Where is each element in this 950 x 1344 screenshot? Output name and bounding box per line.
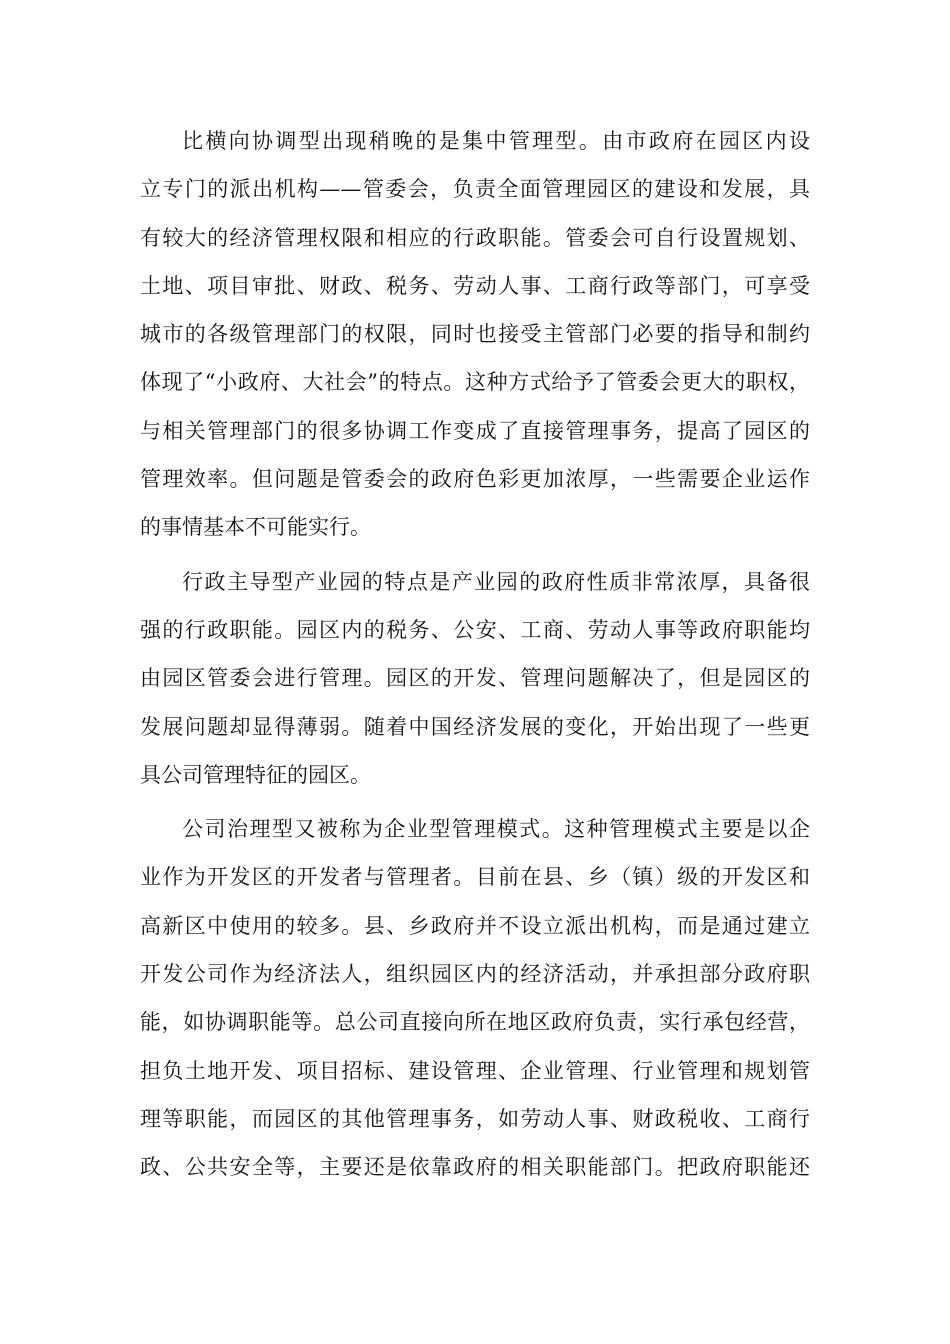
text-line: 发展问题却显得薄弱。随着中国经济发展的变化，开始出现了一些更 (140, 714, 810, 739)
text-line: 管理效率。但问题是管委会的政府色彩更加浓厚，一些需要企业运作 (140, 467, 810, 492)
text-line: 公司治理型又被称为企业型管理模式。这种管理模式主要是以企 (182, 817, 810, 842)
text-line: 立专门的派出机构——管委会，负责全面管理园区的建设和发展，具 (140, 177, 810, 202)
paragraph-corporate-governance (140, 805, 810, 1191)
text-line: 体现了“小政府、大社会”的特点。这种方式给予了管委会更大的职权， (140, 370, 810, 395)
text-line: 强的行政职能。园区内的税务、公安、工商、劳动人事等政府职能均 (140, 617, 810, 642)
text-line: 有较大的经济管理权限和相应的行政职能。管委会可自行设置规划、 (140, 225, 810, 250)
text-line: 政、公共安全等，主要还是依靠政府的相关职能部门。把政府职能还 (140, 1155, 810, 1180)
text-line: 能，如协调职能等。总公司直接向所在地区政府负责，实行承包经营， (140, 1010, 810, 1035)
text-line: 具公司管理特征的园区。 (140, 762, 371, 787)
text-line: 高新区中使用的较多。县、乡政府并不设立派出机构，而是通过建立 (140, 913, 810, 938)
document-body (140, 117, 810, 1192)
text-line: 土地、项目审批、财政、税务、劳动人事、工商行政等部门，可享受 (140, 273, 810, 298)
text-line: 由园区管委会进行管理。园区的开发、管理问题解决了，但是园区的 (140, 666, 810, 691)
text-line: 理等职能，而园区的其他管理事务，如劳动人事、财政税收、工商行 (140, 1106, 810, 1131)
text-line: 的事情基本不可能实行。 (140, 515, 371, 540)
paragraph-administrative-led (140, 558, 810, 799)
text-line: 开发公司作为经济法人，组织园区内的经济活动，并承担部分政府职 (140, 962, 810, 987)
text-line: 行政主导型产业园的特点是产业园的政府性质非常浓厚，具备很 (182, 569, 810, 594)
text-line: 业作为开发区的开发者与管理者。目前在县、乡（镇）级的开发区和 (140, 865, 810, 890)
text-line: 比横向协调型出现稍晚的是集中管理型。由市政府在园区内设 (182, 129, 810, 153)
paragraph-centralized-management (140, 117, 810, 552)
text-line: 城市的各级管理部门的权限，同时也接受主管部门必要的指导和制约 (140, 322, 810, 347)
text-line: 担负土地开发、项目招标、建设管理、企业管理、行业管理和规划管 (140, 1058, 810, 1083)
text-line: 与相关管理部门的很多协调工作变成了直接管理事务，提高了园区的 (140, 418, 810, 443)
